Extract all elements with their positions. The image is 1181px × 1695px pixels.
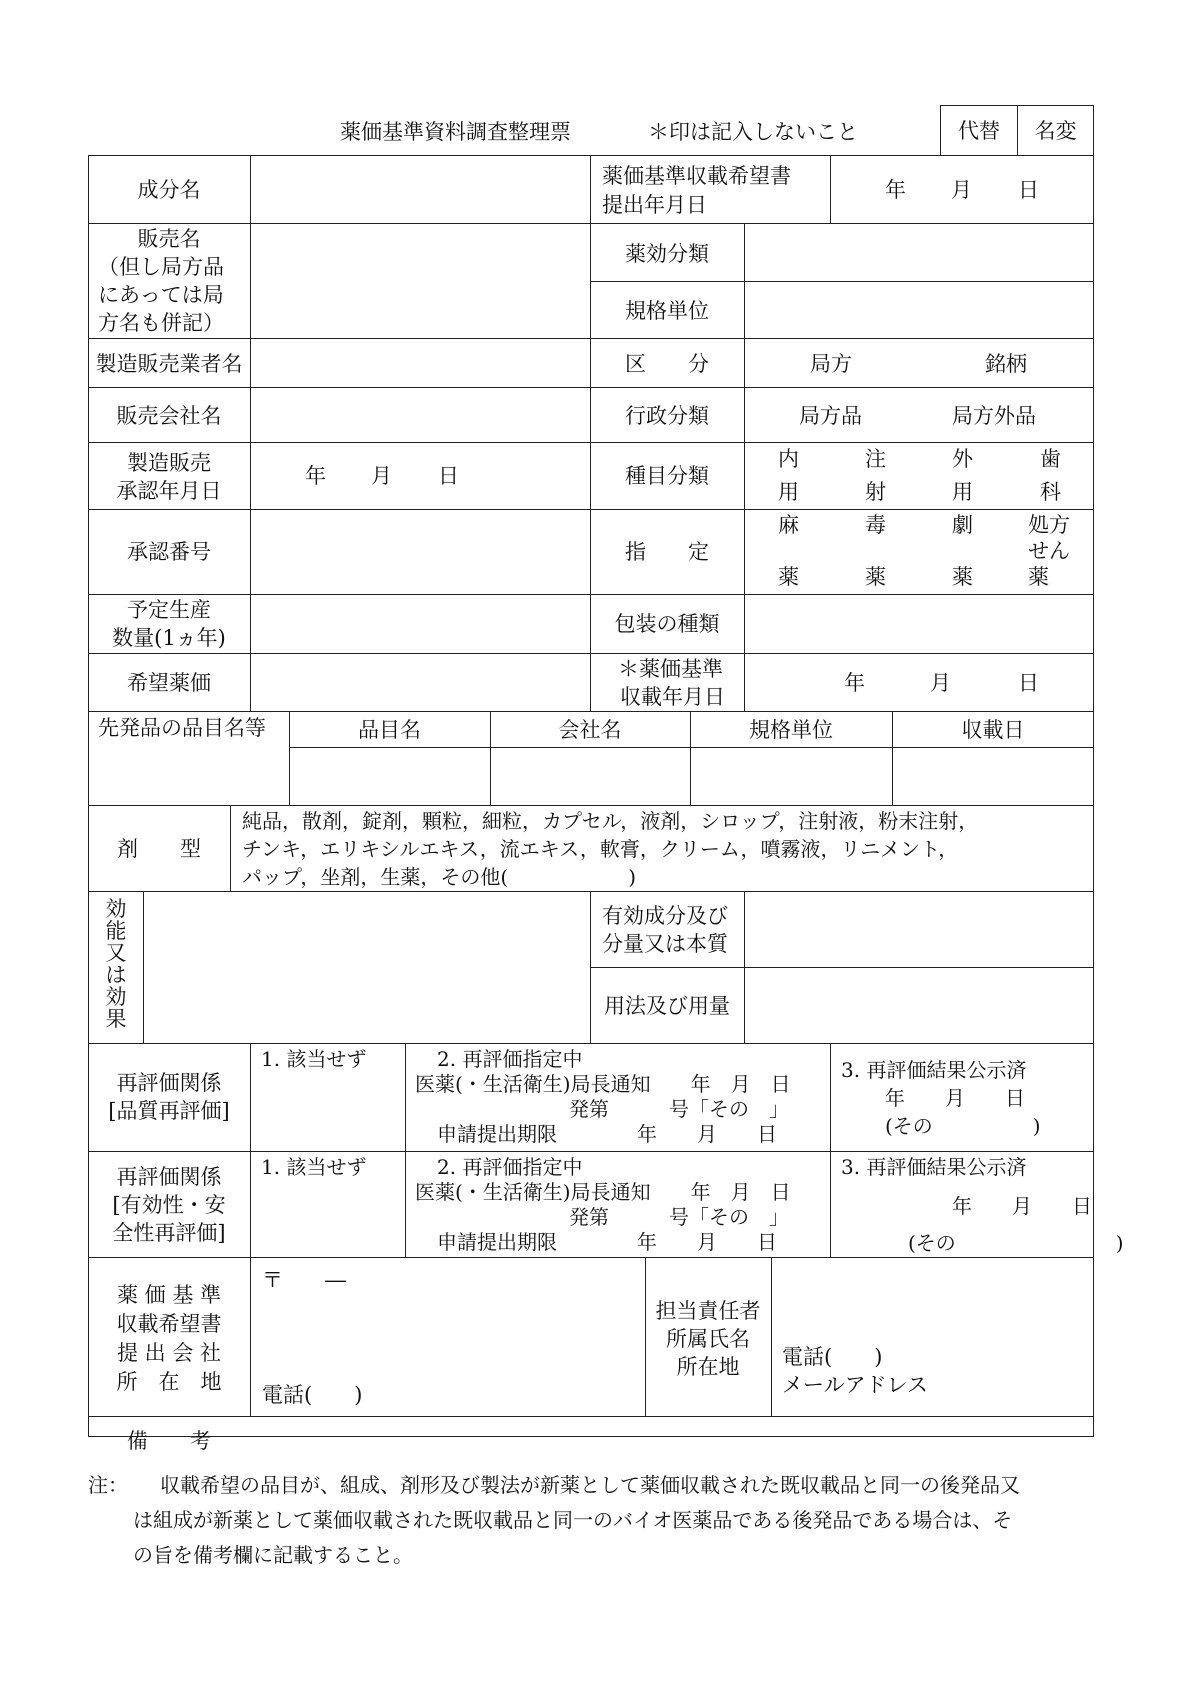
submission-date-label: 提出年月日 xyxy=(602,193,707,217)
dosage-form-options[interactable]: パップ，坐剤，生薬，その他( ) xyxy=(242,865,637,889)
remarks-label: 備 考 xyxy=(127,1429,211,1453)
col-line xyxy=(405,1043,406,1257)
usage-label: 用法及び用量 xyxy=(604,994,730,1018)
applicant-postal-code[interactable]: 〒 ― xyxy=(262,1268,346,1292)
sales-name-field[interactable] xyxy=(252,225,588,337)
sales-name-note: （但し局方品 xyxy=(98,255,224,279)
sales-company-label: 販売会社名 xyxy=(116,404,222,428)
reeval-safety-other: (その ) xyxy=(908,1231,1124,1255)
active-ingredient-label: 有効成分及び xyxy=(602,904,728,928)
ingredient-label: 成分名 xyxy=(137,178,201,202)
reeval-quality-other: (その ) xyxy=(885,1114,1041,1138)
row-line xyxy=(88,1257,1094,1258)
desired-price-field[interactable] xyxy=(252,655,588,710)
remarks-field[interactable] xyxy=(252,1418,1092,1436)
row-line xyxy=(88,891,1094,892)
contact-name-field[interactable] xyxy=(773,1259,1092,1337)
col-line xyxy=(590,891,591,1043)
efficacy-field[interactable] xyxy=(145,893,588,1041)
item-class-injection[interactable]: 射 xyxy=(865,480,886,504)
applicant-label: 収載希望書 xyxy=(116,1312,222,1336)
item-class-external[interactable]: 用 xyxy=(952,480,973,504)
prior-product-name-field[interactable] xyxy=(291,749,488,804)
reeval-quality-opt-1[interactable]: 1. 該当せず xyxy=(261,1047,367,1071)
approval-month[interactable]: 月 xyxy=(371,464,392,488)
applicant-label: 薬 価 基 準 xyxy=(116,1283,222,1307)
reeval-safety-number: 発第 号「その 」 xyxy=(569,1205,789,1229)
prior-product-col-listed: 収載日 xyxy=(961,718,1025,742)
sales-company-field[interactable] xyxy=(252,389,588,441)
footnote-prefix: 注： xyxy=(88,1473,128,1497)
reeval-quality-number: 発第 号「その 」 xyxy=(569,1097,789,1121)
category-option-brand[interactable]: 銘柄 xyxy=(985,352,1027,376)
designation-poison[interactable]: 薬 xyxy=(865,565,886,589)
col-line xyxy=(744,223,745,711)
reeval-safety-notice: 医薬(・生活衛生)局長通知 年 月 日 xyxy=(415,1180,791,1204)
item-class-label: 種目分類 xyxy=(625,464,709,488)
submission-day[interactable]: 日 xyxy=(1018,178,1039,202)
listed-date-label: 収載年月日 xyxy=(620,685,725,709)
sales-name-label: 販売名 xyxy=(137,227,201,251)
contact-phone[interactable]: 電話( ) xyxy=(782,1345,883,1369)
prior-product-listed-field[interactable] xyxy=(894,749,1092,804)
active-ingredient-label: 分量又は本質 xyxy=(602,932,728,956)
prior-product-company-field[interactable] xyxy=(492,749,688,804)
sales-name-note: 方名も併記） xyxy=(98,311,224,335)
reeval-safety-opt-1[interactable]: 1. 該当せず xyxy=(261,1155,367,1179)
spec-unit-label: 規格単位 xyxy=(625,299,709,323)
production-field[interactable] xyxy=(252,596,588,652)
approval-date-label: 承認年月日 xyxy=(116,479,222,503)
contact-label: 所属氏名 xyxy=(666,1327,750,1351)
applicant-label: 所 在 地 xyxy=(116,1370,222,1394)
efficacy-class-label: 薬効分類 xyxy=(625,242,709,266)
col-line xyxy=(744,891,745,1043)
prior-product-label: 先発品の品目名等 xyxy=(98,716,266,740)
designation-label: 指 定 xyxy=(625,540,709,564)
reeval-safety-label: 全性再評価] xyxy=(112,1221,226,1245)
item-class-internal[interactable]: 用 xyxy=(778,480,799,504)
row-line xyxy=(289,747,1094,748)
reeval-quality-opt-2[interactable]: 2. 再評価指定中 xyxy=(437,1047,583,1071)
footnote-text: 収載希望の品目が、組成、剤形及び製法が新薬として薬価収載された既収載品と同一の後発品又 xyxy=(160,1473,1020,1497)
approval-year[interactable]: 年 xyxy=(305,464,326,488)
spec-unit-field[interactable] xyxy=(746,283,1092,337)
item-class-dental[interactable]: 歯 xyxy=(1040,447,1061,471)
applicant-label: 提 出 会 社 xyxy=(116,1341,222,1365)
row-line xyxy=(88,223,1094,224)
item-class-internal[interactable]: 内 xyxy=(778,447,799,471)
listed-day: 日 xyxy=(1018,671,1039,695)
col-line xyxy=(250,1043,251,1416)
approval-day[interactable]: 日 xyxy=(438,464,459,488)
category-option-jp[interactable]: 局方 xyxy=(810,352,852,376)
production-label: 予定生産 xyxy=(127,598,211,622)
usage-field[interactable] xyxy=(746,969,1092,1042)
submission-month[interactable]: 月 xyxy=(951,178,972,202)
dosage-form-options[interactable]: 純品，散剤，錠剤，顆粒，細粒，カプセル，液剤，シロップ，注射液，粉末注射， xyxy=(242,809,979,833)
row-line xyxy=(88,1151,1094,1152)
dosage-form-label: 剤 型 xyxy=(117,837,201,861)
admin-class-option-jp[interactable]: 局方品 xyxy=(799,404,862,428)
prior-product-spec-field[interactable] xyxy=(692,749,890,804)
footnote-text: は組成が新薬として薬価収載された既収載品と同一のバイオ医薬品である後発品である場合は、そ xyxy=(133,1508,1013,1532)
item-class-injection[interactable]: 注 xyxy=(865,447,886,471)
listed-year: 年 xyxy=(844,671,865,695)
form-title: 薬価基準資料調査整理票 xyxy=(340,120,571,144)
reeval-quality-date: 年 月 日 xyxy=(885,1086,1025,1110)
applicant-address-field[interactable] xyxy=(252,1295,643,1365)
sales-name-note: にあっては局 xyxy=(98,283,224,307)
contact-email[interactable]: メールアドレス xyxy=(782,1373,928,1397)
dosage-form-options[interactable]: チンキ，エリキシルエキス，流エキス，軟膏，クリーム，噴霧液，リニメント， xyxy=(242,837,959,861)
reeval-safety-deadline: 申請提出期限 年 月 日 xyxy=(437,1230,777,1254)
designation-prescription[interactable]: 処方 xyxy=(1028,513,1070,537)
row-line xyxy=(590,281,1094,282)
row-line xyxy=(88,594,1094,595)
active-ingredient-field[interactable] xyxy=(746,893,1092,966)
reeval-quality-opt-3[interactable]: 3. 再評価結果公示済 xyxy=(841,1058,1027,1082)
row-line xyxy=(88,653,1094,654)
col-line xyxy=(830,1043,831,1257)
reeval-safety-opt-2[interactable]: 2. 再評価指定中 xyxy=(437,1155,583,1179)
approval-number-field[interactable] xyxy=(252,511,588,593)
approval-number-label: 承認番号 xyxy=(127,540,211,564)
designation-powerful[interactable]: 劇 xyxy=(952,513,973,537)
reeval-quality-label: [品質再評価] xyxy=(108,1099,230,1123)
manufacturer-label: 製造販売業者名 xyxy=(95,352,243,376)
packaging-field[interactable] xyxy=(746,596,1092,652)
footnote-text: の旨を備考欄に記載すること。 xyxy=(133,1543,413,1567)
ingredient-field[interactable] xyxy=(252,157,588,221)
designation-powerful[interactable]: 薬 xyxy=(952,565,973,589)
designation-narcotic[interactable]: 薬 xyxy=(778,565,799,589)
reeval-safety-label: [有効性・安 xyxy=(112,1193,226,1217)
col-line xyxy=(250,155,251,711)
prior-product-col-company: 会社名 xyxy=(558,718,622,742)
substitute-label: 代替 xyxy=(958,119,1000,143)
approval-date-label: 製造販売 xyxy=(127,451,211,475)
listed-month: 月 xyxy=(930,671,951,695)
designation-poison[interactable]: 毒 xyxy=(865,513,886,537)
row-line xyxy=(88,1043,1094,1044)
prior-product-col-spec: 規格単位 xyxy=(749,718,833,742)
listed-date-label: ＊薬価基準 xyxy=(618,657,723,681)
reeval-quality-notice: 医薬(・生活衛生)局長通知 年 月 日 xyxy=(415,1072,791,1096)
col-line xyxy=(230,805,231,891)
reeval-safety-date: 年 月 日 xyxy=(952,1194,1092,1218)
col-line xyxy=(143,891,144,1043)
col-line xyxy=(771,1257,772,1416)
row-line xyxy=(88,1416,1094,1417)
header-note: ＊印は記入しないこと xyxy=(648,120,858,144)
row-line xyxy=(590,967,1094,968)
category-label: 区 分 xyxy=(625,352,709,376)
col-line xyxy=(830,155,831,223)
item-class-external[interactable]: 外 xyxy=(952,447,973,471)
contact-label: 所在地 xyxy=(676,1355,740,1379)
row-line xyxy=(88,442,1094,443)
efficacy-class-field[interactable] xyxy=(746,225,1092,280)
reeval-quality-label: 再評価関係 xyxy=(116,1071,222,1095)
admin-class-label: 行政分類 xyxy=(625,404,709,428)
reeval-quality-deadline: 申請提出期限 年 月 日 xyxy=(437,1122,777,1146)
desired-price-label: 希望薬価 xyxy=(127,671,211,695)
row-line xyxy=(88,387,1094,388)
submission-year[interactable]: 年 xyxy=(885,178,906,202)
row-line xyxy=(88,711,1094,712)
item-class-dental[interactable]: 科 xyxy=(1040,480,1061,504)
reeval-safety-label: 再評価関係 xyxy=(116,1165,222,1189)
contact-label: 担当責任者 xyxy=(655,1299,761,1323)
efficacy-label: 効能又は効果 xyxy=(105,897,127,1031)
row-line xyxy=(88,509,1094,510)
manufacturer-field[interactable] xyxy=(252,340,588,386)
submission-date-label: 薬価基準収載希望書 xyxy=(602,164,791,188)
name-change-label: 名変 xyxy=(1034,119,1077,143)
row-line xyxy=(88,805,1094,806)
row-line xyxy=(88,338,1094,339)
admin-class-option-non-jp[interactable]: 局方外品 xyxy=(952,404,1036,428)
packaging-label: 包装の種類 xyxy=(614,612,720,636)
designation-prescription[interactable]: せん xyxy=(1028,539,1070,563)
designation-prescription[interactable]: 薬 xyxy=(1028,565,1049,589)
prior-product-col-name: 品目名 xyxy=(358,718,421,742)
applicant-phone[interactable]: 電話( ) xyxy=(262,1383,363,1407)
reeval-safety-opt-3[interactable]: 3. 再評価結果公示済 xyxy=(841,1155,1027,1179)
production-label: 数量(1ヵ年) xyxy=(112,626,226,650)
designation-narcotic[interactable]: 麻 xyxy=(778,513,799,537)
